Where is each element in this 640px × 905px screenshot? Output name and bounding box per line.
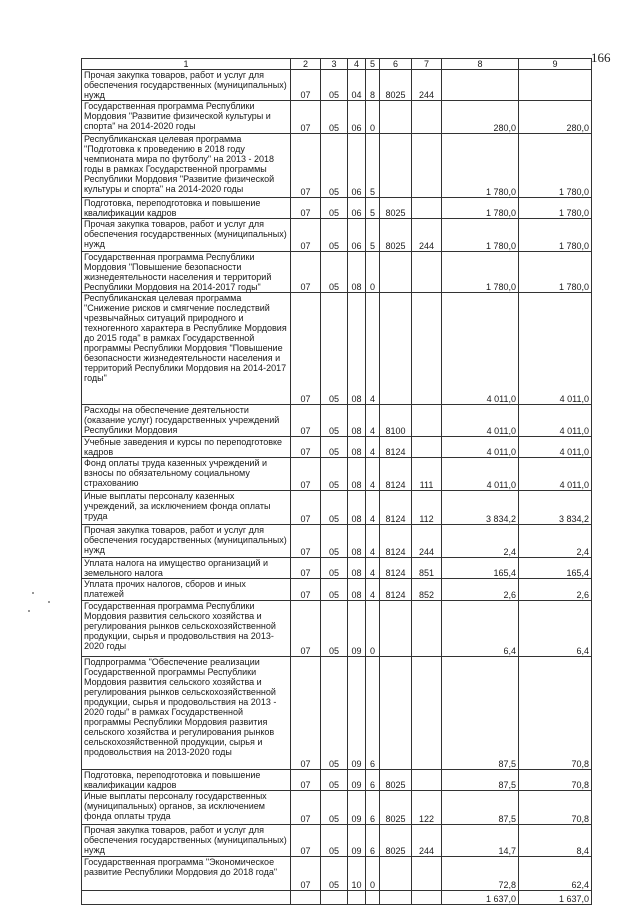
table-row	[82, 134, 592, 198]
program-code-cell: 08	[348, 558, 366, 579]
subprogram-code-cell: 4	[366, 458, 380, 491]
expense-type-cell: 112	[412, 491, 442, 525]
table-row	[82, 219, 592, 252]
subsection-code-cell: 05	[321, 491, 348, 525]
subprogram-code-cell: 0	[366, 601, 380, 657]
amount-2015-cell: 1 780,0	[519, 219, 592, 252]
row-name-cell: Уплата прочих налогов, сборов и иных платежей	[82, 579, 291, 601]
amount-2014-cell: 1 780,0	[442, 198, 519, 219]
subsection-code-cell: 05	[321, 579, 348, 601]
amount-2014-cell: 4 011,0	[442, 458, 519, 491]
row-name-cell: Подготовка, переподготовка и повышение квалификации кадров	[82, 198, 291, 219]
expense-type-cell: 852	[412, 579, 442, 601]
header-cell: 1	[82, 59, 291, 70]
expense-type-cell	[412, 405, 442, 437]
subprogram-code-cell: 6	[366, 770, 380, 791]
table-row	[82, 558, 592, 579]
amount-2015-cell: 8,4	[519, 825, 592, 857]
amount-2015-cell: 2,6	[519, 579, 592, 601]
section-code-cell: 07	[291, 491, 321, 525]
row-name-cell: Государственная программа Республики Мордовия развития сельского хозяйства и регулирования рынков сельскохозяйственной продукции, сырья и продовольствия на 2013-2020 годы	[82, 601, 291, 657]
row-name-cell: Государственная программа Республики Мордовия "Повышение безопасности жизнедеятельности населения и территорий Республики Мордовия на 2014-2017 годы"	[82, 252, 291, 293]
program-code-cell: 06	[348, 198, 366, 219]
subsection-code-cell: 05	[321, 458, 348, 491]
amount-2015-cell: 70,8	[519, 791, 592, 825]
subsection-code-cell: 05	[321, 657, 348, 770]
subprogram-code-cell: 4	[366, 579, 380, 601]
program-code-cell: 06	[348, 134, 366, 198]
amount-2015-cell: 4 011,0	[519, 293, 592, 405]
target-code-cell: 8124	[380, 525, 412, 558]
expense-type-cell	[412, 770, 442, 791]
table-row	[82, 70, 592, 101]
section-code-cell: 07	[291, 437, 321, 458]
target-code-cell: 8025	[380, 770, 412, 791]
target-code-cell: 8124	[380, 437, 412, 458]
amount-2015-cell: 70,8	[519, 770, 592, 791]
header-cell: 2	[291, 59, 321, 70]
expense-type-cell	[412, 134, 442, 198]
program-code-cell: 08	[348, 458, 366, 491]
subprogram-code-cell: 4	[366, 491, 380, 525]
expense-type-cell	[412, 437, 442, 458]
subprogram-code-cell: 4	[366, 405, 380, 437]
target-code-cell: 8025	[380, 70, 412, 101]
subsection-code-cell: 05	[321, 791, 348, 825]
table-row	[82, 601, 592, 657]
target-code-cell	[380, 657, 412, 770]
amount-2014-cell: 4 011,0	[442, 437, 519, 458]
section-code-cell: 07	[291, 70, 321, 101]
empty-cell	[82, 891, 291, 905]
program-code-cell: 04	[348, 70, 366, 101]
expense-type-cell	[412, 101, 442, 134]
amount-2014-cell: 14,7	[442, 825, 519, 857]
amount-2015-cell: 4 011,0	[519, 405, 592, 437]
subsection-code-cell: 05	[321, 405, 348, 437]
program-code-cell: 09	[348, 657, 366, 770]
expense-type-cell	[412, 657, 442, 770]
empty-cell	[366, 891, 380, 905]
page-number: 166	[591, 50, 611, 65]
subprogram-code-cell: 5	[366, 198, 380, 219]
header-cell: 4	[348, 59, 366, 70]
amount-2014-cell: 2,4	[442, 525, 519, 558]
amount-2015-cell: 2,4	[519, 525, 592, 558]
section-code-cell: 07	[291, 791, 321, 825]
subprogram-code-cell: 4	[366, 558, 380, 579]
program-code-cell: 06	[348, 101, 366, 134]
section-code-cell: 07	[291, 219, 321, 252]
subprogram-code-cell: 0	[366, 101, 380, 134]
program-code-cell: 08	[348, 491, 366, 525]
subsection-code-cell: 05	[321, 857, 348, 891]
program-code-cell: 08	[348, 579, 366, 601]
section-code-cell: 07	[291, 252, 321, 293]
subsection-code-cell: 05	[321, 134, 348, 198]
section-code-cell: 07	[291, 458, 321, 491]
subsection-code-cell: 05	[321, 101, 348, 134]
header-cell: 7	[412, 59, 442, 70]
table-row	[82, 825, 592, 857]
amount-2014-cell: 6,4	[442, 601, 519, 657]
row-name-cell: Республиканская целевая программа "Снижение рисков и смягчение последствий чрезвычайных ситуаций природного и техногенного характера в Республике Мордовия до 2015 года" в рамках Государственной программы Республики Мордовия "Повышение безопасности жизнедеятельности населения и территорий Республики Мордовия на 2014-2017 годы"	[82, 293, 291, 405]
scan-speck	[48, 601, 50, 603]
scan-speck	[32, 592, 34, 594]
row-name-cell: Иные выплаты персоналу казенных учреждений, за исключением фонда оплаты труда	[82, 491, 291, 525]
amount-2015-cell: 280,0	[519, 101, 592, 134]
amount-2014-cell: 280,0	[442, 101, 519, 134]
table-row	[82, 891, 592, 905]
table-row	[82, 791, 592, 825]
table-row	[82, 198, 592, 219]
target-code-cell	[380, 857, 412, 891]
subprogram-code-cell: 0	[366, 857, 380, 891]
target-code-cell: 8025	[380, 219, 412, 252]
row-name-cell: Прочая закупка товаров, работ и услуг для обеспечения государственных (муниципальных) нужд	[82, 219, 291, 252]
amount-2015-cell: 70,8	[519, 657, 592, 770]
subprogram-code-cell: 4	[366, 293, 380, 405]
table-row	[82, 293, 592, 405]
subsection-code-cell: 05	[321, 198, 348, 219]
table-row	[82, 458, 592, 491]
amount-2015-cell: 165,4	[519, 558, 592, 579]
row-name-cell: Фонд оплаты труда казенных учреждений и взносы по обязательному социальному страхованию	[82, 458, 291, 491]
section-code-cell: 07	[291, 405, 321, 437]
section-code-cell: 07	[291, 101, 321, 134]
expense-type-cell	[412, 252, 442, 293]
amount-2014-cell: 1 780,0	[442, 134, 519, 198]
row-name-cell: Прочая закупка товаров, работ и услуг для обеспечения государственных (муниципальных) нужд	[82, 70, 291, 101]
subprogram-code-cell: 6	[366, 791, 380, 825]
table-row	[82, 657, 592, 770]
subsection-code-cell: 05	[321, 558, 348, 579]
subsection-code-cell: 05	[321, 601, 348, 657]
expense-type-cell: 122	[412, 791, 442, 825]
expense-type-cell: 244	[412, 70, 442, 101]
amount-2014-cell: 4 011,0	[442, 405, 519, 437]
amount-2014-cell: 87,5	[442, 657, 519, 770]
table-row	[82, 405, 592, 437]
program-code-cell: 08	[348, 252, 366, 293]
empty-cell	[412, 891, 442, 905]
table-row	[82, 101, 592, 134]
section-code-cell: 07	[291, 134, 321, 198]
trailing-amount-2014: 1 637,0	[442, 891, 519, 905]
target-code-cell: 8124	[380, 458, 412, 491]
section-code-cell: 07	[291, 601, 321, 657]
target-code-cell	[380, 101, 412, 134]
row-name-cell: Учебные заведения и курсы по переподготовке кадров	[82, 437, 291, 458]
amount-2014-cell: 165,4	[442, 558, 519, 579]
header-cell: 6	[380, 59, 412, 70]
target-code-cell	[380, 252, 412, 293]
amount-2015-cell: 6,4	[519, 601, 592, 657]
row-name-cell: Государственная программа "Экономическое развитие Республики Мордовия до 2018 года"	[82, 857, 291, 891]
row-name-cell: Республиканская целевая программа "Подготовка к проведению в 2018 году чемпионата мира по футболу" на 2013 - 2018 годы в рамках Государственной программы Республики Мордовия "Развитие физической культуры и спорта" на 2014-2020 годы	[82, 134, 291, 198]
amount-2014-cell: 1 780,0	[442, 219, 519, 252]
budget-table	[81, 58, 592, 905]
table-row	[82, 252, 592, 293]
program-code-cell: 10	[348, 857, 366, 891]
header-cell: 3	[321, 59, 348, 70]
target-code-cell: 8025	[380, 198, 412, 219]
amount-2015-cell: 1 780,0	[519, 134, 592, 198]
subprogram-code-cell: 8	[366, 70, 380, 101]
amount-2015-cell: 1 780,0	[519, 252, 592, 293]
row-name-cell: Подпрограмма "Обеспечение реализации Государственной программы Республики Мордовия развития сельского хозяйства и регулирования рынков сельскохозяйственной продукции, сырья и продовольствия на 2013 - 2020 годы" в рамках Государственной программы Республики Мордовия развития сельского хозяйства и регулирования рынков сельскохозяйственной продукции, сырья и продовольствия на 2013-2020 годы	[82, 657, 291, 770]
subprogram-code-cell: 4	[366, 525, 380, 558]
program-code-cell: 08	[348, 525, 366, 558]
subsection-code-cell: 05	[321, 437, 348, 458]
amount-2015-cell: 1 780,0	[519, 198, 592, 219]
empty-cell	[348, 891, 366, 905]
section-code-cell: 07	[291, 525, 321, 558]
row-name-cell: Расходы на обеспечение деятельности (оказание услуг) государственных учреждений Республики Мордовия	[82, 405, 291, 437]
section-code-cell: 07	[291, 558, 321, 579]
scan-speck	[28, 610, 30, 612]
row-name-cell: Уплата налога на имущество организаций и земельного налога	[82, 558, 291, 579]
trailing-amount-2015: 1 637,0	[519, 891, 592, 905]
target-code-cell: 8100	[380, 405, 412, 437]
subprogram-code-cell: 0	[366, 252, 380, 293]
program-code-cell: 08	[348, 405, 366, 437]
expense-type-cell: 851	[412, 558, 442, 579]
subsection-code-cell: 05	[321, 825, 348, 857]
target-code-cell: 8124	[380, 491, 412, 525]
subprogram-code-cell: 5	[366, 134, 380, 198]
table-row	[82, 525, 592, 558]
subsection-code-cell: 05	[321, 293, 348, 405]
subsection-code-cell: 05	[321, 525, 348, 558]
subprogram-code-cell: 4	[366, 437, 380, 458]
row-name-cell: Государственная программа Республики Мордовия "Развитие физической культуры и спорта" на 2014-2020 годы	[82, 101, 291, 134]
target-code-cell: 8124	[380, 558, 412, 579]
target-code-cell	[380, 134, 412, 198]
amount-2015-cell: 4 011,0	[519, 458, 592, 491]
amount-2015-cell: 62,4	[519, 857, 592, 891]
empty-cell	[380, 891, 412, 905]
expense-type-cell	[412, 601, 442, 657]
expense-type-cell: 111	[412, 458, 442, 491]
expense-type-cell: 244	[412, 825, 442, 857]
expense-type-cell	[412, 293, 442, 405]
amount-2014-cell: 3 834,2	[442, 491, 519, 525]
table-row	[82, 857, 592, 891]
program-code-cell: 06	[348, 219, 366, 252]
subsection-code-cell: 05	[321, 219, 348, 252]
amount-2014-cell: 87,5	[442, 770, 519, 791]
program-code-cell: 09	[348, 770, 366, 791]
expense-type-cell	[412, 198, 442, 219]
target-code-cell: 8124	[380, 579, 412, 601]
amount-2014-cell: 87,5	[442, 791, 519, 825]
row-name-cell: Иные выплаты персоналу государственных (муниципальных) органов, за исключением фонда оплаты труда	[82, 791, 291, 825]
program-code-cell: 08	[348, 437, 366, 458]
section-code-cell: 07	[291, 198, 321, 219]
empty-cell	[321, 891, 348, 905]
subprogram-code-cell: 5	[366, 219, 380, 252]
program-code-cell: 08	[348, 293, 366, 405]
subprogram-code-cell: 6	[366, 825, 380, 857]
header-cell: 5	[366, 59, 380, 70]
target-code-cell	[380, 293, 412, 405]
expense-type-cell	[412, 857, 442, 891]
program-code-cell: 09	[348, 601, 366, 657]
table-row	[82, 579, 592, 601]
row-name-cell: Подготовка, переподготовка и повышение квалификации кадров	[82, 770, 291, 791]
section-code-cell: 07	[291, 857, 321, 891]
section-code-cell: 07	[291, 770, 321, 791]
program-code-cell: 09	[348, 825, 366, 857]
header-cell: 9	[519, 59, 592, 70]
amount-2014-cell: 4 011,0	[442, 293, 519, 405]
amount-2015-cell: 4 011,0	[519, 437, 592, 458]
amount-2014-cell: 1 780,0	[442, 252, 519, 293]
table-row	[82, 491, 592, 525]
expense-type-cell: 244	[412, 525, 442, 558]
subsection-code-cell: 05	[321, 770, 348, 791]
section-code-cell: 07	[291, 657, 321, 770]
subsection-code-cell: 05	[321, 252, 348, 293]
section-code-cell: 07	[291, 825, 321, 857]
table-row	[82, 770, 592, 791]
table-row	[82, 437, 592, 458]
subsection-code-cell: 05	[321, 70, 348, 101]
target-code-cell: 8025	[380, 825, 412, 857]
section-code-cell: 07	[291, 579, 321, 601]
amount-2014-cell: 2,6	[442, 579, 519, 601]
empty-cell	[291, 891, 321, 905]
amount-2014-cell: 72,8	[442, 857, 519, 891]
row-name-cell: Прочая закупка товаров, работ и услуг для обеспечения государственных (муниципальных) нужд	[82, 825, 291, 857]
target-code-cell: 8025	[380, 791, 412, 825]
subprogram-code-cell: 6	[366, 657, 380, 770]
header-cell: 8	[442, 59, 519, 70]
section-code-cell: 07	[291, 293, 321, 405]
expense-type-cell: 244	[412, 219, 442, 252]
amount-2015-cell: 3 834,2	[519, 491, 592, 525]
program-code-cell: 09	[348, 791, 366, 825]
amount-2015-cell	[519, 70, 592, 101]
row-name-cell: Прочая закупка товаров, работ и услуг для обеспечения государственных (муниципальных) нужд	[82, 525, 291, 558]
amount-2014-cell	[442, 70, 519, 101]
target-code-cell	[380, 601, 412, 657]
table-header-row	[82, 59, 592, 70]
